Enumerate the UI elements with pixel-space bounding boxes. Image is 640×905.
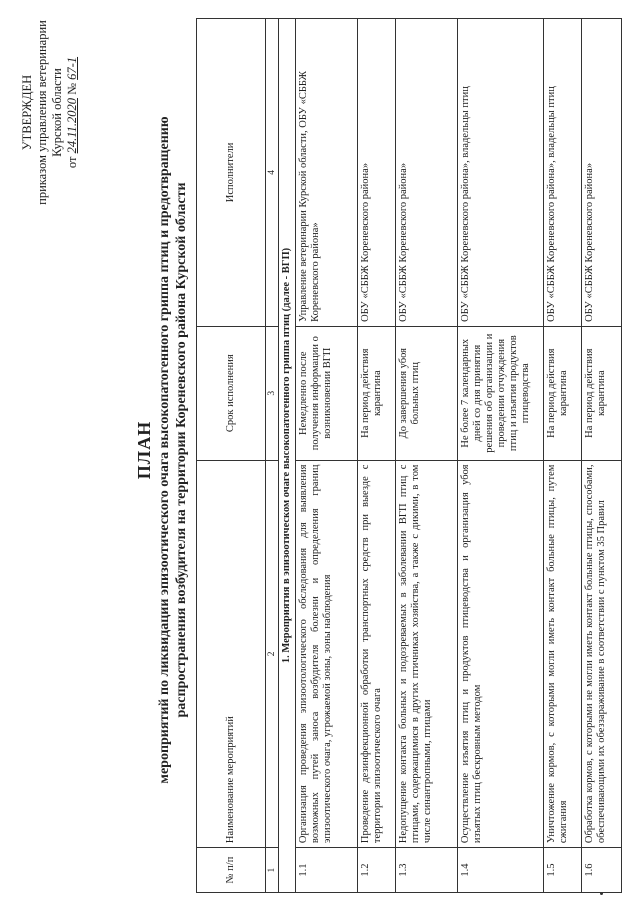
header-measure: Наименование мероприятий bbox=[197, 460, 266, 848]
approval-region: Курской области bbox=[50, 68, 64, 157]
row-number: 1.5 bbox=[544, 848, 582, 893]
row-executor: ОБУ «СББЖ Кореневского района», владельцы птиц bbox=[458, 19, 544, 327]
document-subtitle-1: мероприятий по ликвидации эпизоотического очага высокопатогенного гриппа птиц и предотвращению bbox=[157, 116, 172, 784]
document-heading bbox=[132, 55, 190, 845]
column-index-row bbox=[266, 19, 279, 893]
number-prefix: № bbox=[65, 82, 79, 95]
row-executor: ОБУ «СББЖ Кореневского района» bbox=[358, 19, 396, 327]
row-measure: Обработка кормов, с которыми не могли иметь контакт больные птицы, способами, обеспечивающими их обеззараживание в соответствии с пунктом 35 Правил bbox=[582, 460, 622, 848]
document-title: ПЛАН bbox=[134, 420, 154, 480]
row-measure: Осуществление изъятия птиц и продуктов птицеводства и организация убоя изъятых птиц бескровным методом bbox=[458, 460, 544, 848]
row-term: Не более 7 календарных дней со дня принятия решения об организации и проведении отчуждения птиц и изъятия продуктов птицеводства bbox=[458, 326, 544, 460]
approval-title: УТВЕРЖДЕН bbox=[20, 74, 34, 151]
table-row bbox=[458, 19, 544, 893]
column-index: 4 bbox=[266, 19, 279, 327]
row-executor: ОБУ «СББЖ Кореневского района» bbox=[582, 19, 622, 327]
row-measure: Недопущение контакта больных и подозреваемых в заболевании ВГП птиц с птицами, содержащимися в других птичниках хозяйства, а также с дикими, в том числе синантропными, птицами bbox=[396, 460, 458, 848]
row-number: 1.1 bbox=[296, 848, 358, 893]
header-term: Срок исполнения bbox=[197, 326, 266, 460]
row-executor: ОБУ «СББЖ Кореневского района» bbox=[396, 19, 458, 327]
row-executor: ОБУ «СББЖ Кореневского района», владельцы птиц bbox=[544, 19, 582, 327]
approval-date-line bbox=[65, 10, 80, 215]
row-number: 1.6 bbox=[582, 848, 622, 893]
section-title: 1. Мероприятия в эпизоотическом очаге высокопатогенного гриппа птиц (далее - ВГП) bbox=[279, 19, 296, 893]
date-prefix: от bbox=[65, 156, 79, 169]
row-number: 1.3 bbox=[396, 848, 458, 893]
row-measure: Проведение дезинфекционной обработки транспортных средств при выезде с территории эпизоотического очага bbox=[358, 460, 396, 848]
measures-table bbox=[196, 18, 622, 893]
approval-order: приказом управления ветеринарии bbox=[35, 20, 49, 205]
column-index: 2 bbox=[266, 460, 279, 848]
approval-date: 24.11.2020 bbox=[65, 98, 79, 154]
table-row bbox=[582, 19, 622, 893]
row-term: На период действия карантина bbox=[358, 326, 396, 460]
row-number: 1.4 bbox=[458, 848, 544, 893]
approval-block bbox=[20, 10, 80, 215]
row-term: До завершения убоя больных птиц bbox=[396, 326, 458, 460]
table-row bbox=[296, 19, 358, 893]
row-measure: Организация проведения эпизоотологического обследования для выявления возможных путей заноса возбудителя болезни и определения границ эпизоотического очага, угрожаемой зоны, зоны наблюдения bbox=[296, 460, 358, 848]
table-row bbox=[358, 19, 396, 893]
header-number: № п/п bbox=[197, 848, 266, 893]
approval-number: 67-1 bbox=[65, 56, 79, 80]
column-index: 3 bbox=[266, 326, 279, 460]
table-row bbox=[544, 19, 582, 893]
header-executor: Исполнители bbox=[197, 19, 266, 327]
row-measure: Уничтожение кормов, с которыми могли иметь контакт больные птицы, путем сжигания bbox=[544, 460, 582, 848]
section-row bbox=[279, 19, 296, 893]
row-term: На период действия карантина bbox=[582, 326, 622, 460]
row-term: Немедленно после получения информации о возникновении ВГП bbox=[296, 326, 358, 460]
table-row bbox=[396, 19, 458, 893]
table-header-row bbox=[197, 19, 266, 893]
document-subtitle-2: распространения возбудителя на территории Кореневского района Курской области bbox=[174, 182, 189, 718]
row-executor: Управление ветеринарии Курской области, ОБУ «СББЖ Кореневского района» bbox=[296, 19, 358, 327]
row-number: 1.2 bbox=[358, 848, 396, 893]
scan-speck bbox=[600, 892, 603, 895]
row-term: На период действия карантина bbox=[544, 326, 582, 460]
column-index: 1 bbox=[266, 848, 279, 893]
